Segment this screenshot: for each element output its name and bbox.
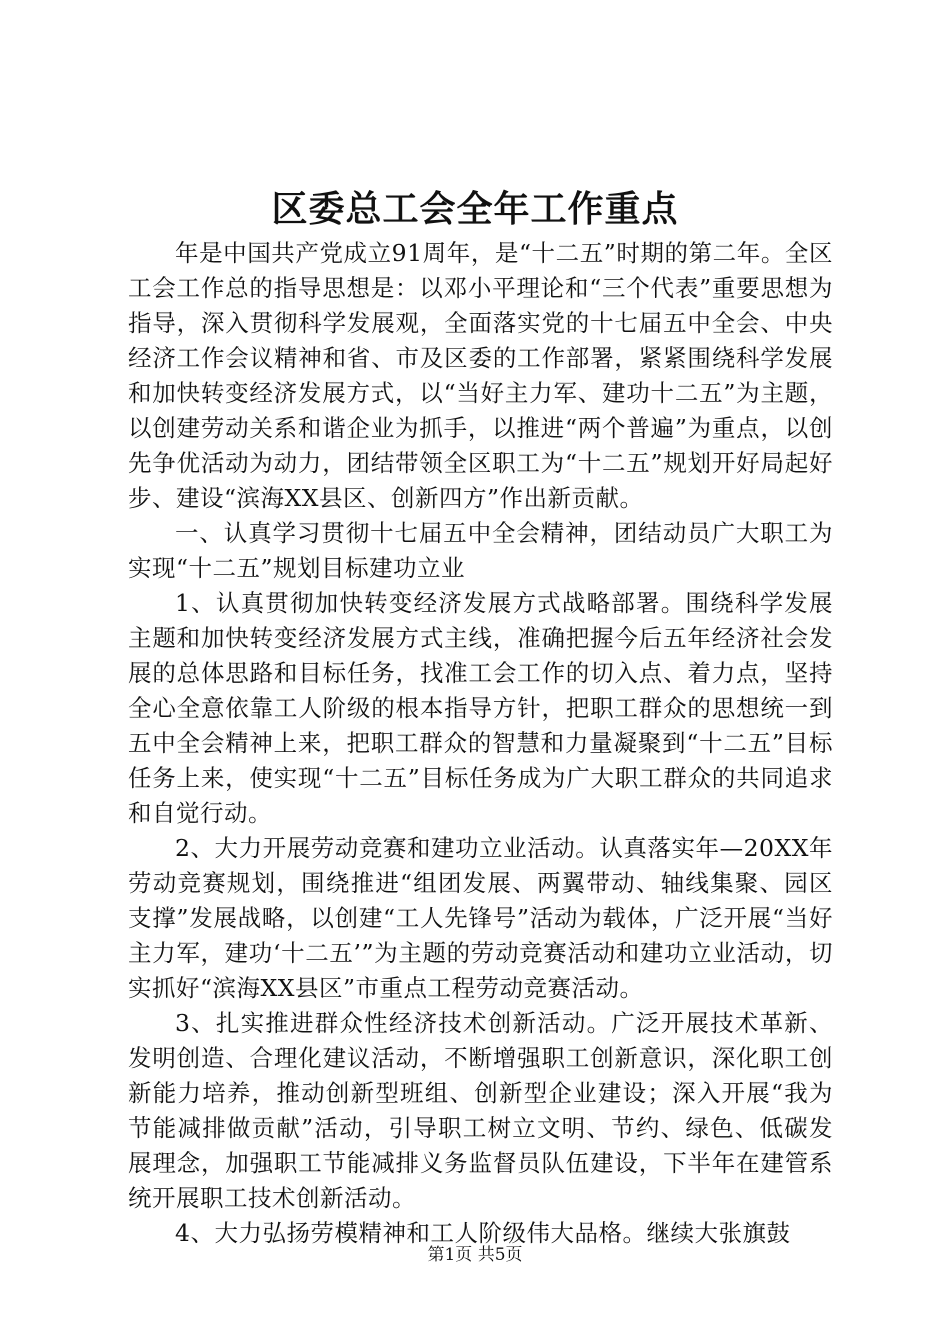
document-title: 区委总工会全年工作重点: [271, 188, 679, 230]
section-heading-1: 一、认真学习贯彻十七届五中全会精神，团结动员广大职工为实现“十二五”规划目标建功立业: [128, 519, 833, 582]
paragraph-item-2: 2、大力开展劳动竞赛和建功立业活动。认真落实年—20XX年劳动竞赛规划，围绕推进“组团发展、两翼带动、轴线集聚、园区支撑”发展战略，以创建“工人先锋号”活动为载体，广泛开展“当好主力军，建功‘十二五’”为主题的劳动竞赛活动和建功立业活动，切实抓好“滨海XX县区”市重点工程劳动竞赛活动。: [128, 834, 833, 1002]
paragraph-item-4: 4、大力弘扬劳模精神和工人阶级伟大品格。继续大张旗鼓: [175, 1219, 791, 1247]
paragraph-intro: 年是中国共产党成立91周年，是“十二五”时期的第二年。全区工会工作总的指导思想是：以邓小平理论和“三个代表”重要思想为指导，深入贯彻科学发展观，全面落实党的十七届五中全会、中央经济工作会议精神和省、市及区委的工作部署，紧紧围绕科学发展和加快转变经济发展方式，以“当好主力军、建功十二五”为主题，以创建劳动关系和谐企业为抓手，以推进“两个普遍”为重点，以创先争优活动为动力，团结带领全区职工为“十二五”规划开好局起好步、建设“滨海XX县区、创新四方”作出新贡献。: [128, 239, 833, 512]
paragraph-item-3: 3、扎实推进群众性经济技术创新活动。广泛开展技术革新、发明创造、合理化建议活动，不断增强职工创新意识，深化职工创新能力培养，推动创新型班组、创新型企业建设；深入开展“我为节能减排做贡献”活动，引导职工树立文明、节约、绿色、低碳发展理念，加强职工节能减排义务监督员队伍建设，下半年在建管系统开展职工技术创新活动。: [128, 1009, 833, 1212]
page-number-footer: 第1页 共5页: [427, 1245, 523, 1265]
paragraph-item-1: 1、认真贯彻加快转变经济发展方式战略部署。围绕科学发展主题和加快转变经济发展方式主线，准确把握今后五年经济社会发展的总体思路和目标任务，找准工会工作的切入点、着力点，坚持全心全意依靠工人阶级的根本指导方针，把职工群众的思想统一到五中全会精神上来，把职工群众的智慧和力量凝聚到“十二五”目标任务上来，使实现“十二五”目标任务成为广大职工群众的共同追求和自觉行动。: [128, 589, 833, 827]
document-body: [128, 236, 833, 1251]
